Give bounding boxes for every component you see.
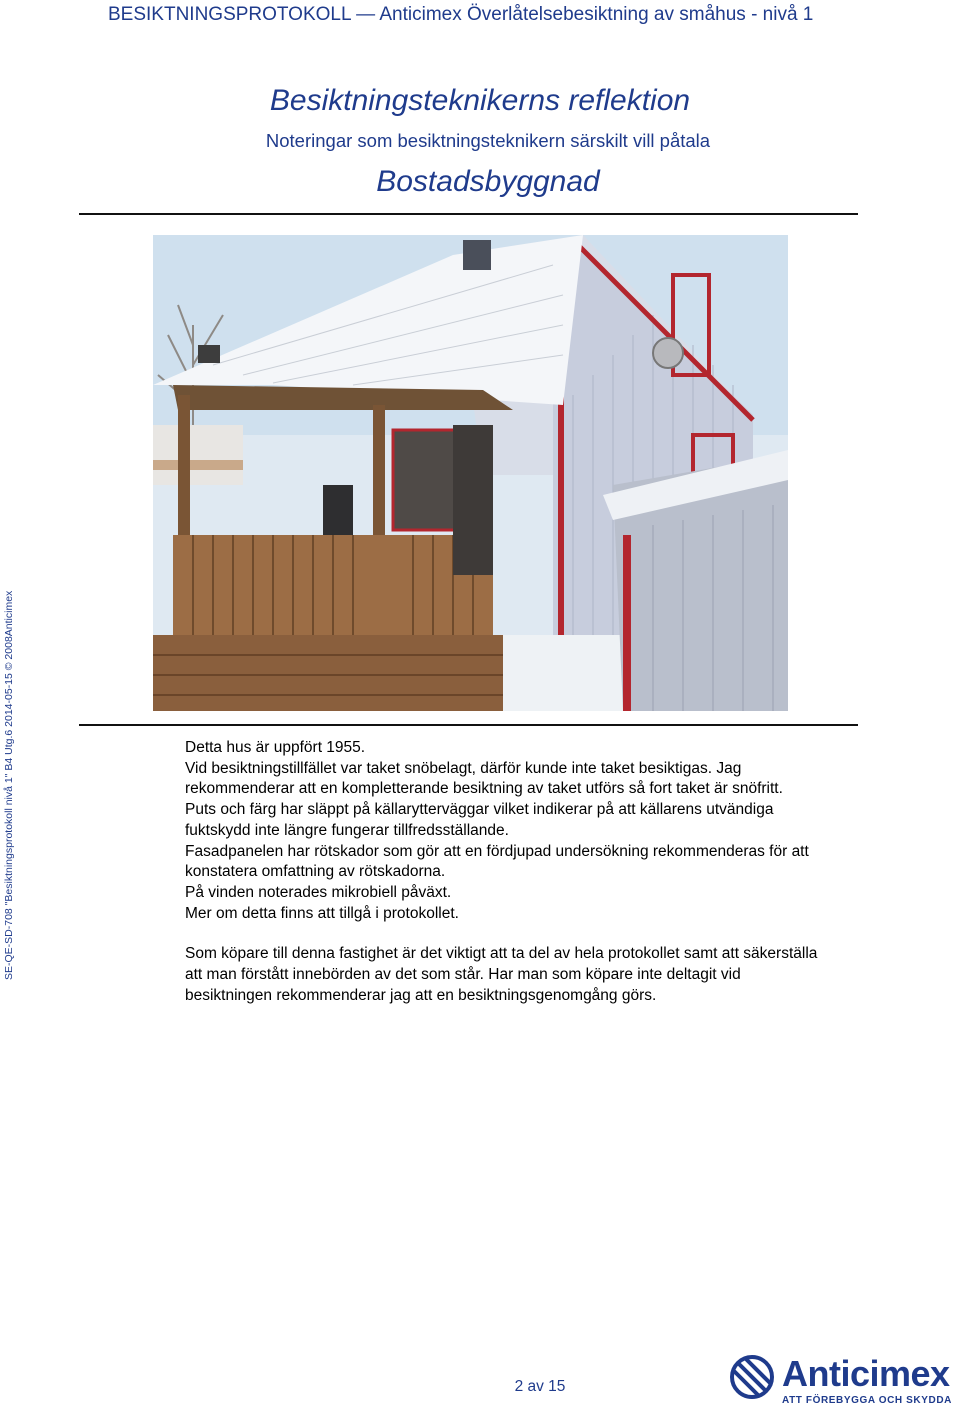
running-header: BESIKTNINGSPROTOKOLL — Anticimex Överlåtelsebesiktning av småhus - nivå 1 (108, 4, 814, 25)
paragraph-gap (185, 924, 825, 944)
divider-top (79, 213, 858, 215)
note-basement: Puts och färg har släppt på källarytterväggar vilket indikerar på att källarens utvändiga fuktskydd inte längre fungerar tillfredsställande. (185, 801, 774, 839)
note-buyer-advice: Som köpare till denna fastighet är det viktigt att ta del av hela protokollet samt att säkerställa att man förstått innebörden av det som står. Har man som köpare inte deltagit vid besiktningen rekommenderar jag att en besiktningsgenomgång görs. (185, 945, 818, 1004)
section-title: Besiktningsteknikerns reflektion (269, 84, 691, 117)
note-facade: Fasadpanelen har rötskador som gör att en fördjupad undersökning rekommenderas för att konstatera omfattning av rötskadorna. (185, 842, 809, 881)
section-heading: Bostadsbyggnad (376, 165, 600, 198)
note-roof: Vid besiktningstillfället var taket snöbelagt, därför kunde inte taket besiktigas. Jag rekommenderar att en kompletterande besiktning av taket utförs så fort taket är snöfritt. (185, 759, 783, 798)
document-reference: SE-QE-SD-708 "Besiktningsprotokoll nivå 1" B4 Utg.6 2014-05-15 © 2008Anticimex (3, 590, 15, 980)
house-photo (153, 235, 788, 711)
note-attic: På vinden noterades mikrobiell påväxt. (185, 883, 452, 901)
note-build-year: Detta hus är uppfört 1955. (185, 739, 366, 756)
logo-tagline: ATT FÖREBYGGA OCH SKYDDA (782, 1395, 952, 1406)
divider-bottom (79, 724, 858, 726)
inspection-notes (185, 738, 825, 1006)
section-subtitle: Noteringar som besiktningsteknikern särskilt vill påtala (265, 130, 711, 151)
page-number: 2 av 15 (514, 1378, 566, 1395)
anticimex-logo-icon (730, 1355, 778, 1399)
anticimex-logo (730, 1353, 956, 1409)
logo-wordmark: Anticimex (782, 1353, 950, 1394)
note-reference: Mer om detta finns att tillgå i protokollet. (185, 904, 459, 922)
